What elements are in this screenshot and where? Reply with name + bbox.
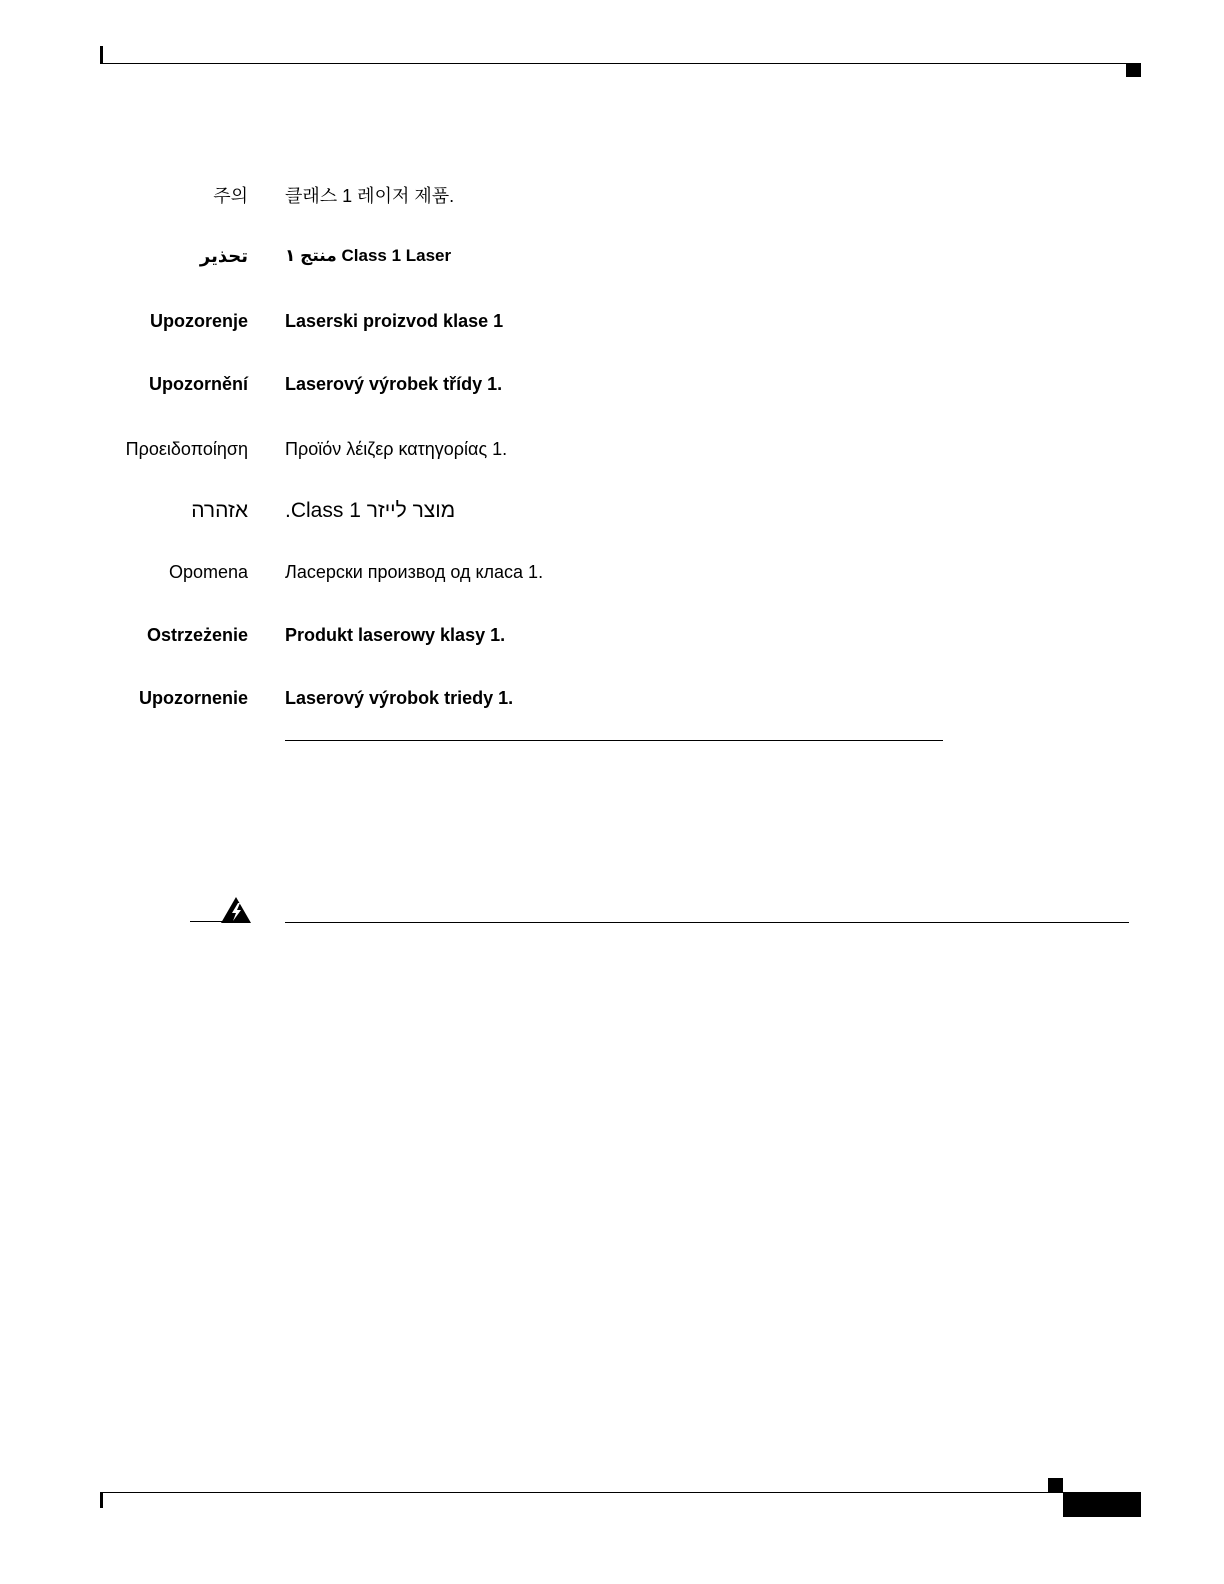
warning-text-slovak: Laserový výrobok triedy 1. bbox=[285, 688, 514, 708]
warning-row-greek bbox=[0, 434, 1224, 464]
warning-row-korean bbox=[0, 181, 1224, 211]
warning-label-polish: Ostrzeżenie bbox=[146, 625, 248, 645]
footer-rule bbox=[100, 1492, 1141, 1493]
warning-label-korean: 주의 bbox=[213, 186, 248, 206]
warning-row-macedonian bbox=[0, 557, 1224, 587]
header-rule bbox=[100, 63, 1131, 64]
warning-row-slovak bbox=[0, 683, 1224, 713]
warning-text-polish: Produkt laserowy klasy 1. bbox=[285, 625, 506, 645]
header-tick bbox=[100, 46, 103, 64]
warning-label-croatian: Upozorenje bbox=[149, 311, 248, 331]
warning-text-greek: Προϊόν λέιζερ κατηγορίας 1. bbox=[285, 439, 508, 459]
warning-triangle-lightning-icon bbox=[220, 896, 252, 924]
warning-row-hebrew bbox=[0, 496, 1224, 526]
warning-text-korean: 클래스 1 레이저 제품. bbox=[285, 186, 455, 206]
footer-square-marker bbox=[1048, 1478, 1063, 1492]
warning-label-czech: Upozornění bbox=[149, 374, 248, 394]
section-end-rule bbox=[285, 740, 943, 741]
warning-text-czech: Laserový výrobek třídy 1. bbox=[285, 374, 503, 394]
footer-tick bbox=[100, 1492, 103, 1508]
warning-text-croatian: Laserski proizvod klase 1 bbox=[285, 311, 504, 331]
warning-text-arabic: Class 1 Laser منتج ١ bbox=[285, 246, 452, 265]
warning-row-polish bbox=[0, 620, 1224, 650]
warning-row-czech bbox=[0, 369, 1224, 399]
warning-text-macedonian: Ласерски производ од класа 1. bbox=[285, 562, 544, 582]
warning-label-macedonian: Opomena bbox=[168, 562, 248, 582]
warning-label-arabic: تحذير bbox=[199, 246, 248, 266]
warning-label-slovak: Upozornenie bbox=[138, 688, 248, 708]
warning-text-hebrew: מוצר לייזר Class 1. bbox=[285, 499, 456, 522]
header-square-marker bbox=[1126, 63, 1141, 77]
footer-page-block bbox=[1063, 1493, 1141, 1517]
warning-top-rule bbox=[285, 922, 1129, 923]
warning-row-arabic bbox=[0, 241, 1224, 271]
warning-label-greek: Προειδοποίηση bbox=[125, 439, 248, 459]
warning-label-hebrew: אזהרה bbox=[191, 499, 248, 522]
warning-row-croatian bbox=[0, 306, 1224, 336]
